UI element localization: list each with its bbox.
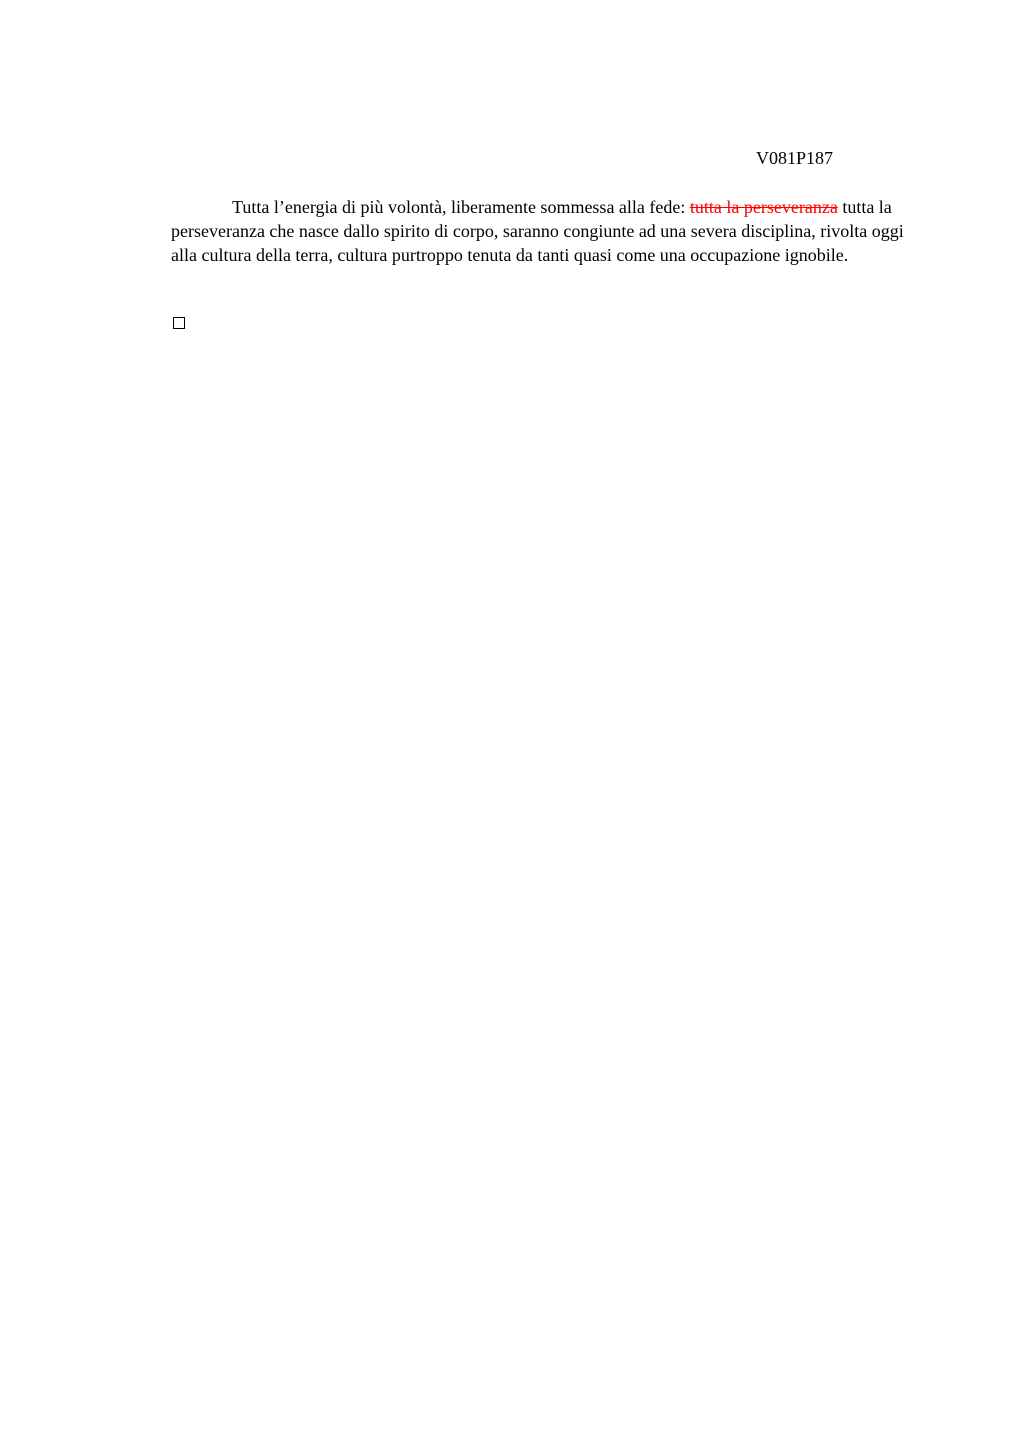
page-code: V081P187 <box>756 148 834 168</box>
paragraph-text-before: Tutta l’energia di più volontà, liberamente sommessa alla fede: <box>232 197 690 217</box>
body-paragraph <box>171 195 931 267</box>
empty-checkbox-icon <box>173 317 185 329</box>
deleted-text: tutta la perseveranza <box>689 197 838 217</box>
paragraph-text-after: tutta la perseveranza che nasce dallo spirito di corpo, saranno congiunte ad una severa disciplina, rivolta oggi alla cultura della terra, cultura purtroppo tenuta da tanti quasi come una occupazione ignobile. <box>171 197 904 265</box>
